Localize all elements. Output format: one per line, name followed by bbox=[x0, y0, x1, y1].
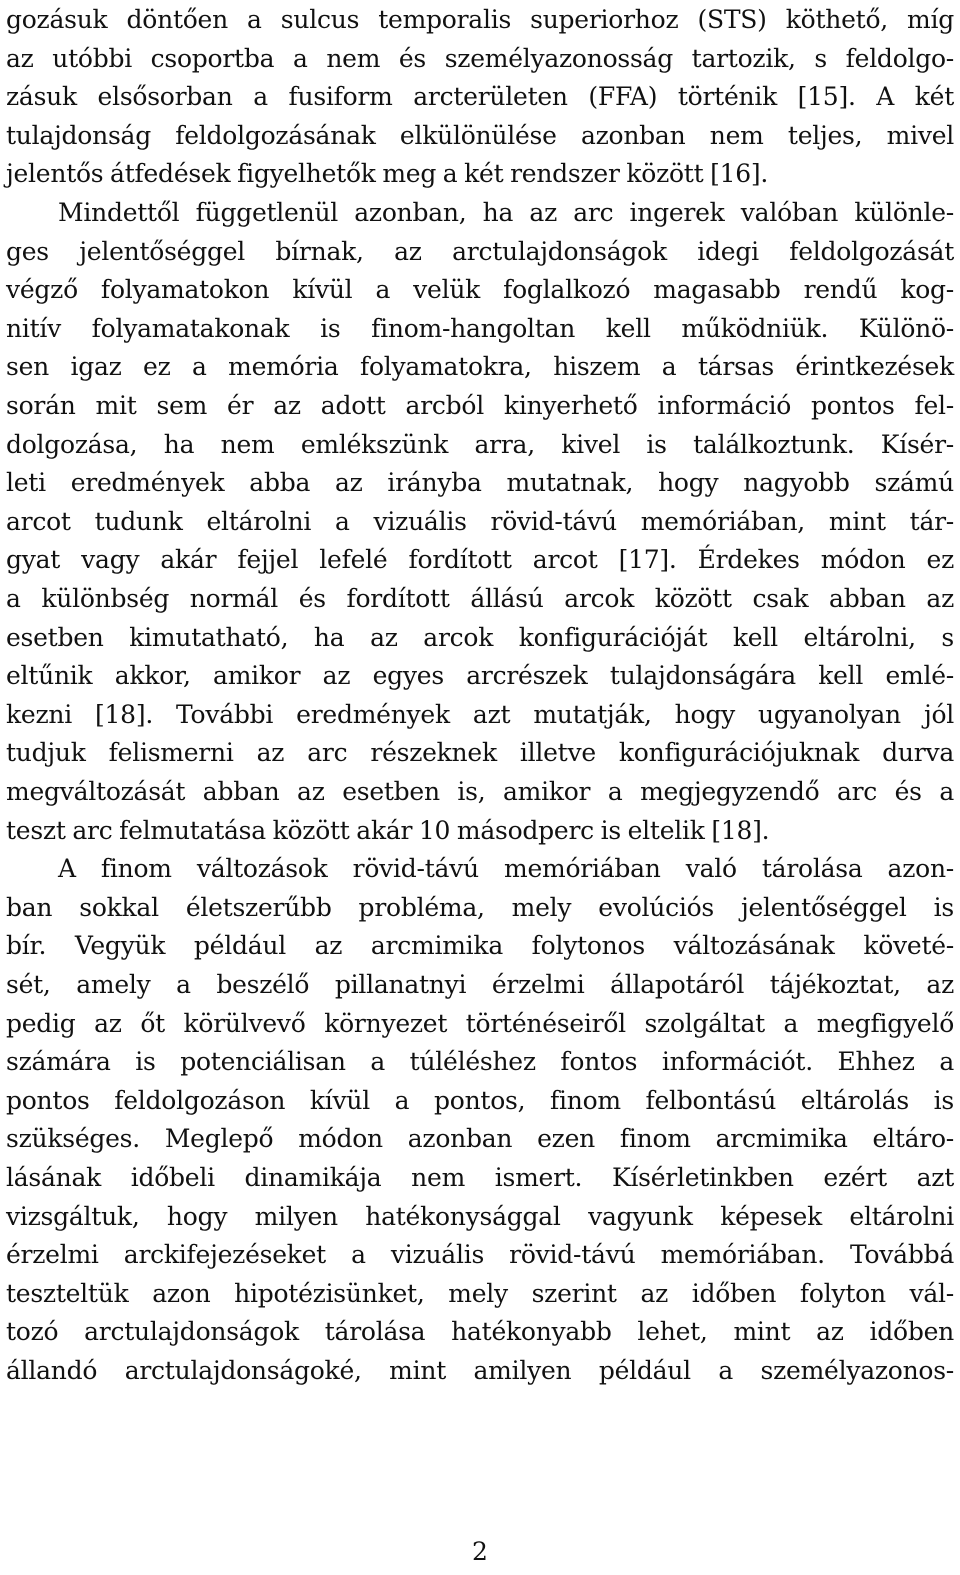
text-line: ban sokkal életszerűbb probléma, mely evolúciós jelentőséggel is bbox=[6, 892, 954, 922]
text-line: arcot tudunk eltárolni a vizuális rövid-távú memóriában, mint tár- bbox=[6, 506, 954, 536]
text-line: megváltozását abban az esetben is, amikor a megjegyzendő arc és a bbox=[6, 777, 954, 806]
text-line: kezni [18]. További eredmények azt mutatják, hogy ugyanolyan jól bbox=[6, 699, 954, 729]
text-line: végző folyamatokon kívül a velük foglalkozó magasabb rendű kog- bbox=[6, 275, 954, 305]
text-line: érzelmi arckifejezéseket a vizuális rövid-távú memóriában. Továbbá bbox=[6, 1240, 954, 1270]
text-line: leti eredmények abba az irányba mutatnak, hogy nagyobb számú bbox=[6, 468, 954, 498]
text-line: lásának időbeli dinamikája nem ismert. Kísérletinkben ezért azt bbox=[6, 1163, 954, 1192]
text-line: tudjuk felismerni az arc részeknek illetve konfigurációjuknak durva bbox=[6, 738, 954, 768]
text-line: gyat vagy akár fejjel lefelé fordított arcot [17]. Érdekes módon ez bbox=[6, 545, 954, 575]
text-line: tulajdonság feldolgozásának elkülönülése azonban nem teljes, mivel bbox=[6, 120, 954, 150]
text-line: teszteltük azon hipotézisünket, mely szerint az időben folyton vál- bbox=[6, 1278, 954, 1308]
text-line: nitív folyamatakonak is finom-hangoltan kell működniük. Különö- bbox=[6, 313, 954, 343]
text-line: vizsgáltuk, hogy milyen hatékonysággal vagyunk képesek eltárolni bbox=[6, 1201, 954, 1231]
text-line: pontos feldolgozáson kívül a pontos, finom felbontású eltárolás is bbox=[6, 1085, 954, 1115]
text-line: tozó arctulajdonságok tárolása hatékonyabb lehet, mint az időben bbox=[6, 1317, 954, 1347]
text-line: eltűnik akkor, amikor az egyes arcrészek tulajdonságára kell emlé- bbox=[6, 661, 954, 691]
text-line: pedig az őt körülvevő környezet történéseiről szolgáltat a megfigyelő bbox=[6, 1008, 954, 1038]
text-line: teszt arc felmutatása között akár 10 másodperc is eltelik [18]. bbox=[6, 815, 770, 845]
text-line: jelentős átfedések figyelhetők meg a két rendszer között [16]. bbox=[6, 159, 769, 189]
text-line: bír. Vegyük például az arcmimika folytonos változásának követé- bbox=[6, 931, 954, 961]
text-line: számára is potenciálisan a túléléshez fontos információt. Ehhez a bbox=[6, 1047, 954, 1077]
text-line: sét, amely a beszélő pillanatnyi érzelmi állapotáról tájékoztat, az bbox=[6, 970, 954, 999]
text-line: a különbség normál és fordított állású arcok között csak abban az bbox=[6, 584, 954, 613]
text-line: dolgozása, ha nem emlékszünk arra, kivel is találkoztunk. Kísér- bbox=[6, 429, 954, 459]
text-line: esetben kimutatható, ha az arcok konfigurációját kell eltárolni, s bbox=[6, 622, 954, 652]
text-line: Mindettől függetlenül azonban, ha az arc ingerek valóban különle- bbox=[58, 198, 954, 227]
page-number: 2 bbox=[472, 1537, 488, 1566]
text-line: A finom változások rövid-távú memóriában való tárolása azon- bbox=[58, 854, 954, 884]
text-line: állandó arctulajdonságoké, mint amilyen például a személyazonos- bbox=[6, 1356, 954, 1385]
text-line: szükséges. Meglepő módon azonban ezen finom arcmimika eltáro- bbox=[6, 1124, 954, 1154]
text-line: az utóbbi csoportba a nem és személyazonosság tartozik, s feldolgo- bbox=[6, 43, 954, 73]
text-line: sen igaz ez a memória folyamatokra, hiszem a társas érintkezések bbox=[6, 352, 954, 382]
text-line: zásuk elsősorban a fusiform arcterületen (FFA) történik [15]. A két bbox=[6, 82, 954, 112]
text-line: során mit sem ér az adott arcból kinyerhető információ pontos fel- bbox=[6, 391, 954, 420]
text-line: ges jelentőséggel bírnak, az arctulajdonságok idegi feldolgozását bbox=[6, 236, 954, 266]
text-line: gozásuk döntően a sulcus temporalis superiorhoz (STS) köthető, míg bbox=[6, 5, 954, 34]
